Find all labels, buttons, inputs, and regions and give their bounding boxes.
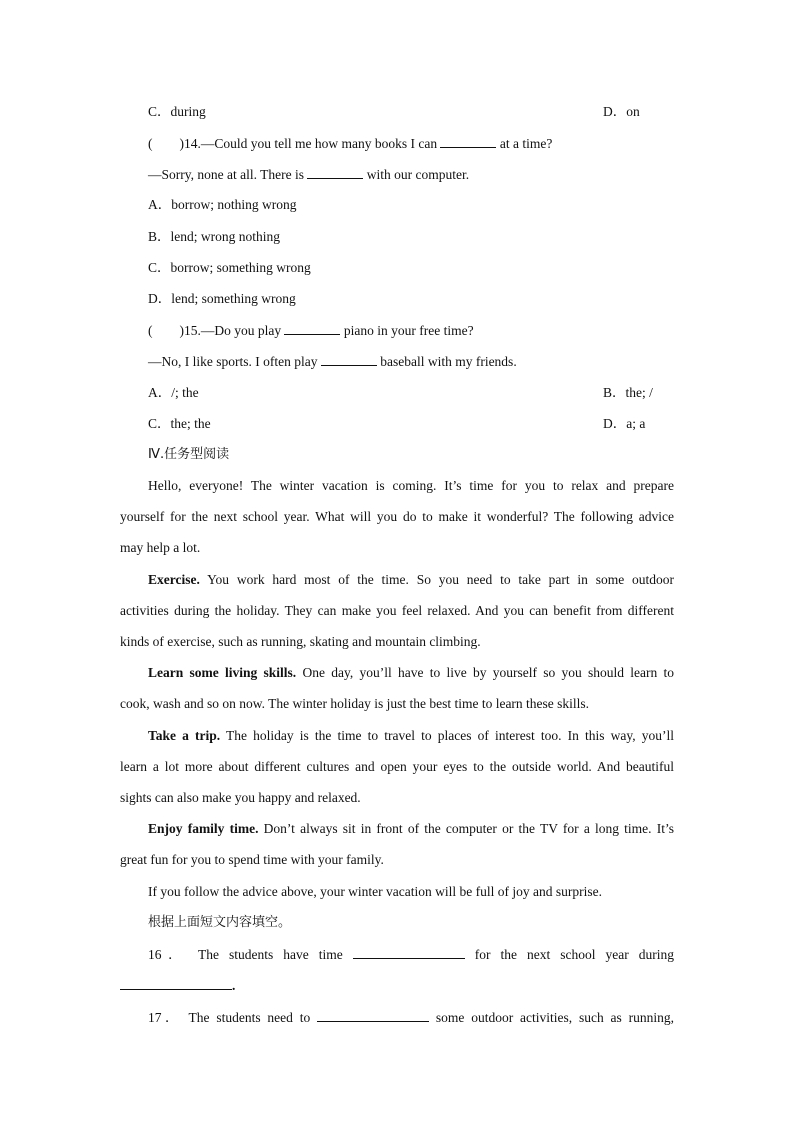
q16-text: 16． The students have time (148, 947, 353, 962)
exercise-line-2: activities during the holiday. They can make you feel relaxed. And you can benefit from different (120, 603, 674, 618)
trip-line-3: sights can also make you happy and relaxed. (120, 790, 361, 805)
trip-title: Take a trip. (148, 728, 221, 743)
trip-line-2: learn a lot more about different cultures and open your eyes to the outside world. And beautiful (120, 759, 674, 774)
skills-text-1: One day, you’ll have to live by yourself so you should learn to (296, 665, 674, 680)
q17-text: 17． The students need to (148, 1010, 318, 1025)
q14-option-b: B．lend; wrong nothing (148, 229, 280, 244)
exercise-line-1 (148, 570, 674, 590)
q14-blank-1[interactable] (440, 133, 496, 148)
exercise-text-1: You work hard most of the time. So you need to take part in some outdoor (199, 572, 674, 587)
passage-intro-line-1: Hello, everyone! The winter vacation is coming. It’s time for you to relax and prepare (148, 478, 674, 493)
q15-question-end: piano in your free time? (340, 323, 474, 338)
q13-options-row (148, 102, 674, 122)
exercise-line-3: kinds of exercise, such as running, skating and mountain climbing. (120, 634, 481, 649)
q14-option-c: C．borrow; something wrong (148, 260, 311, 275)
q15-option-a: A．/; the (148, 385, 199, 400)
q16-blank-2[interactable] (120, 975, 232, 990)
q14-option-d: D．lend; something wrong (148, 291, 296, 306)
q13-option-c: C．during (148, 104, 206, 119)
q16-blank-1[interactable] (353, 944, 465, 959)
q17-text-end: some outdoor activities, such as running, (429, 1010, 674, 1025)
family-text-1: Don’t always sit in front of the computer or the TV for a long time. It’s (258, 821, 674, 836)
q16-line-2 (120, 975, 674, 995)
q15-options-row-2 (148, 414, 674, 434)
q17-line-1 (148, 1007, 674, 1027)
q14-question (148, 133, 674, 153)
fill-in-instruction: 根据上面短文内容填空。 (148, 915, 292, 930)
q15-question (148, 320, 674, 340)
q16-text-end: for the next school year during (464, 947, 674, 962)
passage-intro-line-2: yourself for the next school year. What will you do to make it wonderful? The following advice (120, 509, 674, 524)
q15-reply-text: —No, I like sports. I often play (148, 354, 321, 369)
skills-title: Learn some living skills. (148, 665, 297, 680)
exercise-title: Exercise. (148, 572, 200, 587)
skills-line-2: cook, wash and so on now. The winter holiday is just the best time to learn these skills. (120, 696, 590, 711)
q14-option-a: A．borrow; nothing wrong (148, 197, 297, 212)
q14-reply-end: with our computer. (363, 167, 470, 182)
q15-option-c: C．the; the (148, 416, 211, 431)
family-title: Enjoy family time. (148, 821, 259, 836)
q15-reply-end: baseball with my friends. (376, 354, 517, 369)
q14-blank-2[interactable] (307, 164, 363, 179)
q13-option-d: D．on (603, 104, 640, 119)
passage-intro-line-3: may help a lot. (120, 540, 201, 555)
q16-period: . (232, 978, 236, 993)
q15-blank-1[interactable] (284, 320, 340, 335)
q15-option-d: D．a; a (603, 416, 646, 431)
skills-line-1 (148, 663, 674, 683)
q16-line-1 (148, 944, 674, 964)
section-heading: Ⅳ.任务型阅读 (148, 447, 230, 462)
q17-blank-1[interactable] (317, 1007, 429, 1022)
family-line-2: great fun for you to spend time with your family. (120, 852, 384, 867)
q14-question-text: ( )14.—Could you tell me how many books I can (148, 136, 441, 151)
q15-blank-2[interactable] (321, 351, 377, 366)
q14-reply-text: —Sorry, none at all. There is (148, 167, 308, 182)
q15-question-text: ( )15.—Do you play (148, 323, 285, 338)
trip-line-1 (148, 726, 674, 746)
trip-text-1: The holiday is the time to travel to places of interest too. In this way, you’ll (220, 728, 674, 743)
family-line-1 (148, 819, 674, 839)
q15-reply (148, 351, 674, 371)
q14-reply (148, 164, 674, 184)
q15-option-b: B．the; / (603, 385, 653, 400)
q15-options-row-1 (148, 383, 674, 403)
q14-question-end: at a time? (496, 136, 553, 151)
passage-conclusion: If you follow the advice above, your winter vacation will be full of joy and surprise. (148, 884, 602, 899)
